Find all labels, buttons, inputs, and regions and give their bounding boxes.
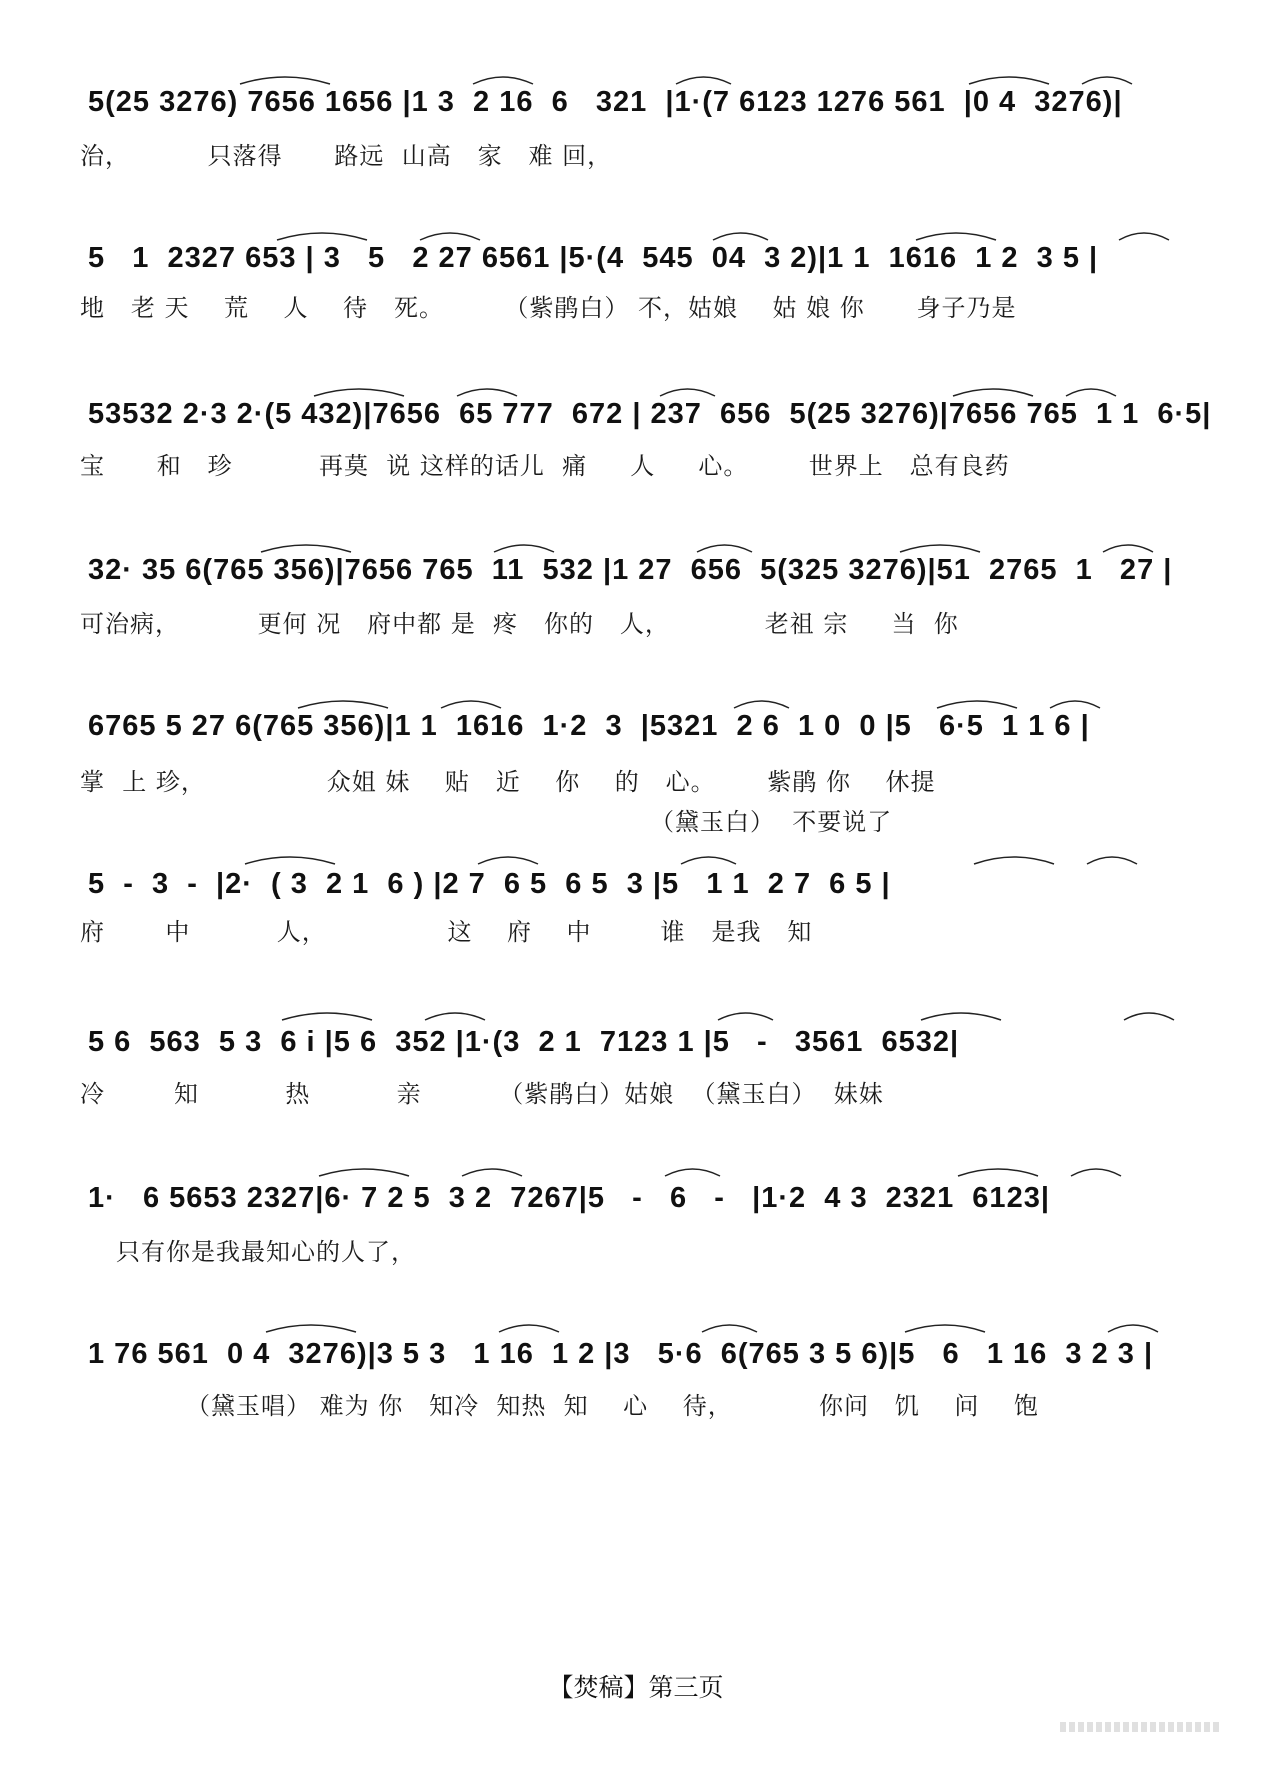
score-system-7 bbox=[0, 1012, 1272, 1162]
slur bbox=[240, 77, 330, 84]
slur bbox=[319, 1169, 409, 1176]
slur bbox=[1108, 1325, 1158, 1332]
slur bbox=[1082, 77, 1132, 84]
lyrics-line: 掌 上 珍， 众姐 妹 贴 近 你 的 心。 紫鹃 你 休提 bbox=[80, 768, 936, 796]
notation-line: 5(25 3276) 7656 1656 |1 3 2 16 6 321 |1·(7 6123 1276 561 |0 4 3276)| bbox=[88, 86, 1123, 118]
notation-line: 5 - 3 - |2· ( 3 2 1 6 ) |2 7 6 5 6 5 3 |5 1 1 2 7 6 5 | bbox=[88, 868, 891, 900]
lyrics-line: 宝 和 珍 再莫 说 这样的话儿 痛 人 心。 世界上 总有良药 bbox=[80, 452, 1010, 480]
slur bbox=[261, 545, 351, 552]
score-system-5 bbox=[0, 700, 1272, 850]
score-system-4 bbox=[0, 544, 1272, 694]
lyrics-line: 只有你是我最知心的人了， bbox=[116, 1238, 416, 1266]
slur bbox=[298, 701, 388, 708]
notation-line: 32· 35 6(765 356)|7656 765 11 532 |1 27 656 5(325 3276)|51 2765 1 27 | bbox=[88, 554, 1173, 586]
slur bbox=[953, 389, 1033, 396]
lyrics-line: 可治病， 更何 况 府中都 是 疼 你的 人， 老祖 宗 当 你 bbox=[80, 610, 959, 638]
score-system-2 bbox=[0, 232, 1272, 382]
slur bbox=[937, 701, 1017, 708]
slur bbox=[681, 857, 736, 864]
slur bbox=[665, 1169, 720, 1176]
slur bbox=[499, 1325, 559, 1332]
slur bbox=[660, 389, 715, 396]
slur bbox=[420, 233, 480, 240]
slur bbox=[1050, 701, 1100, 708]
slur bbox=[478, 857, 538, 864]
slur bbox=[425, 1013, 485, 1020]
score-system-6 bbox=[0, 856, 1272, 1006]
notation-line: 5 6 563 5 3 6 i |5 6 352 |1·(3 2 1 7123 1 |5 - 3561 6532| bbox=[88, 1026, 960, 1058]
notation-line: 1· 6 5653 2327|6· 7 2 5 3 2 7267|5 - 6 - |1·2 4 3 2321 6123| bbox=[88, 1182, 1050, 1214]
slur bbox=[1124, 1013, 1174, 1020]
slur bbox=[1066, 389, 1116, 396]
slur bbox=[718, 1013, 773, 1020]
slur bbox=[473, 77, 533, 84]
slur bbox=[1087, 857, 1137, 864]
slur bbox=[702, 1325, 757, 1332]
spoken-line: （黛玉白） 不要说了 bbox=[650, 808, 893, 836]
slur bbox=[282, 1013, 372, 1020]
page-footer: 【焚稿】第三页 bbox=[548, 1673, 724, 1702]
slur bbox=[958, 1169, 1038, 1176]
slur bbox=[494, 545, 554, 552]
lyrics-line: （黛玉唱） 难为 你 知冷 知热 知 心 待， 你问 饥 问 饱 bbox=[186, 1392, 1039, 1420]
slur bbox=[1119, 233, 1169, 240]
slur bbox=[1071, 1169, 1121, 1176]
watermark bbox=[1060, 1722, 1220, 1732]
notation-line: 5 1 2327 653 | 3 5 2 27 6561 |5·(4 545 04 3 2)|1 1 1616 1 2 3 5 | bbox=[88, 242, 1099, 274]
notation-line: 53532 2·3 2·(5 432)|7656 65 777 672 | 237 656 5(25 3276)|7656 765 1 1 6·5| bbox=[88, 398, 1212, 430]
slur bbox=[900, 545, 980, 552]
slur bbox=[905, 1325, 985, 1332]
slur bbox=[457, 389, 517, 396]
notation-line: 1 76 561 0 4 3276)|3 5 3 1 16 1 2 |3 5·6 6(765 3 5 6)|5 6 1 16 3 2 3 | bbox=[88, 1338, 1154, 1370]
slur bbox=[676, 77, 731, 84]
lyrics-line: 府 中 人， 这 府 中 谁 是我 知 bbox=[80, 918, 813, 946]
slur bbox=[1103, 545, 1153, 552]
lyrics-line: 治， 只落得 路远 山高 家 难 回， bbox=[80, 142, 613, 170]
slur bbox=[245, 857, 335, 864]
slur bbox=[697, 545, 752, 552]
slur bbox=[734, 701, 789, 708]
slur bbox=[314, 389, 404, 396]
slur bbox=[462, 1169, 522, 1176]
slur bbox=[921, 1013, 1001, 1020]
score-system-3 bbox=[0, 388, 1272, 538]
score-system-8 bbox=[0, 1168, 1272, 1318]
slur bbox=[266, 1325, 356, 1332]
notation-line: 6765 5 27 6(765 356)|1 1 1616 1·2 3 |5321 2 6 1 0 0 |5 6·5 1 1 6 | bbox=[88, 710, 1090, 742]
score-system-1 bbox=[0, 76, 1272, 226]
lyrics-line: 地 老 天 荒 人 待 死。 （紫鹃白） 不，姑娘 姑 娘 你 身子乃是 bbox=[80, 294, 1017, 322]
score-system-9 bbox=[0, 1324, 1272, 1474]
slur bbox=[441, 701, 501, 708]
slur bbox=[916, 233, 996, 240]
slur bbox=[713, 233, 768, 240]
slur bbox=[974, 857, 1054, 864]
lyrics-line: 冷 知 热 亲 （紫鹃白）姑娘 （黛玉白） 妹妹 bbox=[80, 1080, 884, 1108]
slur bbox=[277, 233, 367, 240]
slur bbox=[969, 77, 1049, 84]
